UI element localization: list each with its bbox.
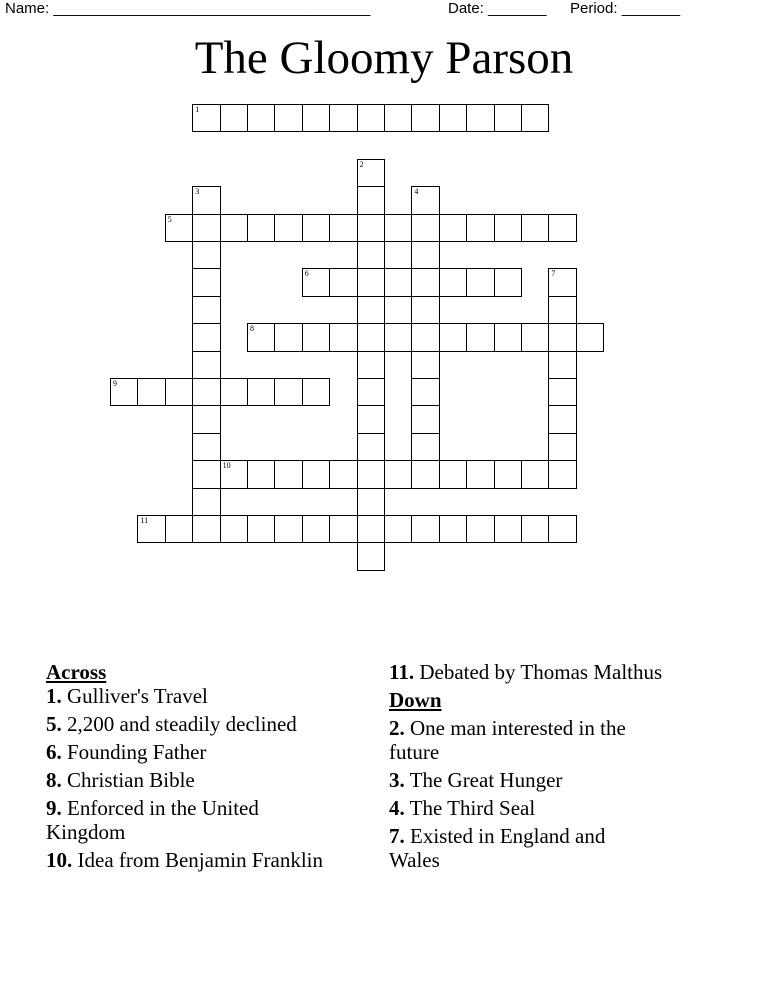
clue-number: 7 — [551, 269, 556, 279]
grid-cell[interactable] — [548, 351, 576, 379]
grid-cell[interactable] — [411, 405, 439, 433]
grid-cell[interactable] — [220, 378, 248, 406]
grid-cell[interactable] — [357, 241, 385, 269]
clue-across-5: 5. 2,200 and steadily declined — [46, 712, 297, 736]
grid-cell[interactable] — [548, 378, 576, 406]
grid-cell[interactable] — [384, 460, 412, 488]
grid-cell[interactable] — [384, 268, 412, 296]
clue-down-4: 4. The Third Seal — [389, 796, 536, 820]
grid-cell[interactable] — [548, 296, 576, 324]
puzzle-title: The Gloomy Parson — [194, 32, 574, 84]
grid-cell[interactable] — [329, 214, 357, 242]
grid-cell[interactable] — [494, 460, 522, 488]
grid-cell[interactable] — [439, 268, 467, 296]
clue-across-6: 6. Founding Father — [46, 740, 207, 764]
grid-cell[interactable] — [384, 104, 412, 132]
clue-number: 2 — [359, 159, 364, 169]
grid-cell[interactable] — [576, 323, 604, 351]
grid-cell[interactable] — [302, 378, 330, 406]
clue-down-7: 7. Existed in England and Wales — [389, 824, 606, 872]
grid-cell[interactable] — [411, 378, 439, 406]
across-heading: Across — [46, 660, 107, 684]
grid-cell[interactable] — [357, 323, 385, 351]
grid-cell[interactable] — [220, 515, 248, 543]
clue-number: 4 — [414, 187, 419, 197]
grid-cell[interactable] — [357, 351, 385, 379]
grid-cell[interactable] — [302, 104, 330, 132]
grid-cell[interactable] — [384, 323, 412, 351]
grid-cell[interactable] — [357, 159, 385, 187]
grid-cell[interactable] — [247, 460, 275, 488]
clue-number: 6 — [304, 269, 309, 279]
clue-number: 11 — [140, 516, 149, 525]
grid-cell[interactable] — [192, 323, 220, 351]
grid-cell[interactable] — [274, 104, 302, 132]
grid-cell[interactable] — [466, 323, 494, 351]
grid-cell[interactable] — [357, 405, 385, 433]
grid-cell[interactable] — [220, 460, 248, 488]
grid-cell[interactable] — [192, 186, 220, 214]
grid-cell[interactable] — [247, 214, 275, 242]
grid-cell[interactable] — [466, 515, 494, 543]
grid-cell[interactable] — [466, 268, 494, 296]
clue-across-9: 9. Enforced in the United Kingdom — [46, 796, 259, 844]
grid-cell[interactable] — [302, 323, 330, 351]
clue-number: 3 — [195, 187, 200, 197]
grid-cell[interactable] — [357, 296, 385, 324]
grid-cell[interactable] — [192, 378, 220, 406]
grid-cell[interactable] — [302, 214, 330, 242]
grid-cell[interactable] — [548, 460, 576, 488]
grid-cell[interactable] — [521, 515, 549, 543]
grid-cell[interactable] — [439, 323, 467, 351]
grid-cell[interactable] — [247, 104, 275, 132]
grid-cell[interactable] — [439, 104, 467, 132]
grid-cell[interactable] — [548, 405, 576, 433]
grid-cell[interactable] — [548, 323, 576, 351]
grid-cell[interactable] — [411, 241, 439, 269]
grid-cell[interactable] — [521, 104, 549, 132]
grid-cell[interactable] — [357, 542, 385, 570]
grid-cell[interactable] — [192, 214, 220, 242]
grid-cell[interactable] — [494, 515, 522, 543]
grid-cell[interactable] — [411, 296, 439, 324]
grid-cell[interactable] — [439, 460, 467, 488]
grid-cell[interactable] — [165, 515, 193, 543]
clue-number: 5 — [167, 214, 172, 224]
grid-cell[interactable] — [192, 241, 220, 269]
grid-cell[interactable] — [357, 515, 385, 543]
grid-cell[interactable] — [411, 515, 439, 543]
grid-cell[interactable] — [494, 104, 522, 132]
grid-cell[interactable] — [192, 488, 220, 516]
clue-across-10: 10. Idea from Benjamin Franklin — [46, 848, 324, 872]
across-clues — [46, 660, 376, 876]
grid-cell[interactable] — [247, 378, 275, 406]
clue-number: 8 — [250, 324, 254, 334]
grid-cell[interactable] — [220, 104, 248, 132]
grid-cell[interactable] — [302, 515, 330, 543]
grid-cell[interactable] — [357, 378, 385, 406]
grid-cell[interactable] — [329, 460, 357, 488]
grid-cell[interactable] — [411, 351, 439, 379]
grid-cell[interactable] — [357, 460, 385, 488]
grid-cell[interactable] — [411, 268, 439, 296]
grid-cell[interactable] — [357, 268, 385, 296]
grid-cell[interactable] — [137, 378, 165, 406]
grid-cell[interactable] — [548, 515, 576, 543]
grid-cell[interactable] — [384, 515, 412, 543]
grid-cell[interactable] — [494, 323, 522, 351]
grid-cell[interactable] — [411, 214, 439, 242]
grid-cell[interactable] — [192, 433, 220, 461]
clue-across-1: 1. Gulliver's Travel — [46, 684, 208, 708]
grid-cell[interactable] — [357, 104, 385, 132]
grid-cell[interactable] — [411, 460, 439, 488]
grid-cell[interactable] — [411, 433, 439, 461]
grid-cell[interactable] — [384, 214, 412, 242]
clue-number: 10 — [222, 461, 231, 471]
grid-cell[interactable] — [411, 186, 439, 214]
name-field[interactable]: Name: ______________________________________ — [5, 0, 371, 17]
grid-cell[interactable] — [521, 323, 549, 351]
grid-cell[interactable] — [302, 268, 330, 296]
grid-cell[interactable] — [192, 405, 220, 433]
grid-cell[interactable] — [165, 214, 193, 242]
grid-cell[interactable] — [466, 460, 494, 488]
clue-down-3: 3. The Great Hunger — [389, 768, 563, 792]
grid-cell[interactable] — [548, 433, 576, 461]
grid-cell[interactable] — [548, 214, 576, 242]
period-field[interactable]: Period: _______ — [570, 0, 681, 17]
grid-cell[interactable] — [494, 214, 522, 242]
grid-cell[interactable] — [494, 268, 522, 296]
clue-down-2: 2. One man interested in the future — [389, 716, 626, 764]
date-field[interactable]: Date: _______ — [448, 0, 547, 17]
grid-cell[interactable] — [329, 104, 357, 132]
grid-cell[interactable] — [274, 515, 302, 543]
grid-cell[interactable] — [548, 268, 576, 296]
grid-cell[interactable] — [192, 104, 220, 132]
grid-cell[interactable] — [466, 214, 494, 242]
grid-cell[interactable] — [329, 268, 357, 296]
grid-cell[interactable] — [192, 351, 220, 379]
grid-cell[interactable] — [192, 460, 220, 488]
grid-cell[interactable] — [192, 515, 220, 543]
grid-cell[interactable] — [302, 460, 330, 488]
grid-cell[interactable] — [137, 515, 165, 543]
grid-cell[interactable] — [357, 488, 385, 516]
grid-cell[interactable] — [466, 104, 494, 132]
grid-cell[interactable] — [521, 460, 549, 488]
grid-cell[interactable] — [439, 515, 467, 543]
grid-cell[interactable] — [411, 323, 439, 351]
grid-cell[interactable] — [274, 323, 302, 351]
grid-cell[interactable] — [110, 378, 138, 406]
grid-cell[interactable] — [521, 214, 549, 242]
grid-cell[interactable] — [357, 186, 385, 214]
grid-cell[interactable] — [357, 433, 385, 461]
grid-cell[interactable] — [274, 378, 302, 406]
grid-cell[interactable] — [247, 515, 275, 543]
grid-cell[interactable] — [357, 214, 385, 242]
clue-across-8: 8. Christian Bible — [46, 768, 195, 792]
grid-cell[interactable] — [165, 378, 193, 406]
grid-cell[interactable] — [411, 104, 439, 132]
grid-cell[interactable] — [247, 323, 275, 351]
grid-cell[interactable] — [274, 214, 302, 242]
grid-cell[interactable] — [192, 296, 220, 324]
grid-cell[interactable] — [274, 460, 302, 488]
clue-across-11: 11. Debated by Thomas Malthus — [389, 660, 663, 684]
clue-number: 9 — [113, 379, 117, 388]
down-heading: Down — [389, 688, 442, 712]
clue-number: 1 — [195, 105, 200, 114]
grid-cell[interactable] — [329, 323, 357, 351]
down-clues — [389, 660, 719, 876]
grid-cell[interactable] — [192, 268, 220, 296]
grid-cell[interactable] — [220, 214, 248, 242]
grid-cell[interactable] — [439, 214, 467, 242]
grid-cell[interactable] — [329, 515, 357, 543]
